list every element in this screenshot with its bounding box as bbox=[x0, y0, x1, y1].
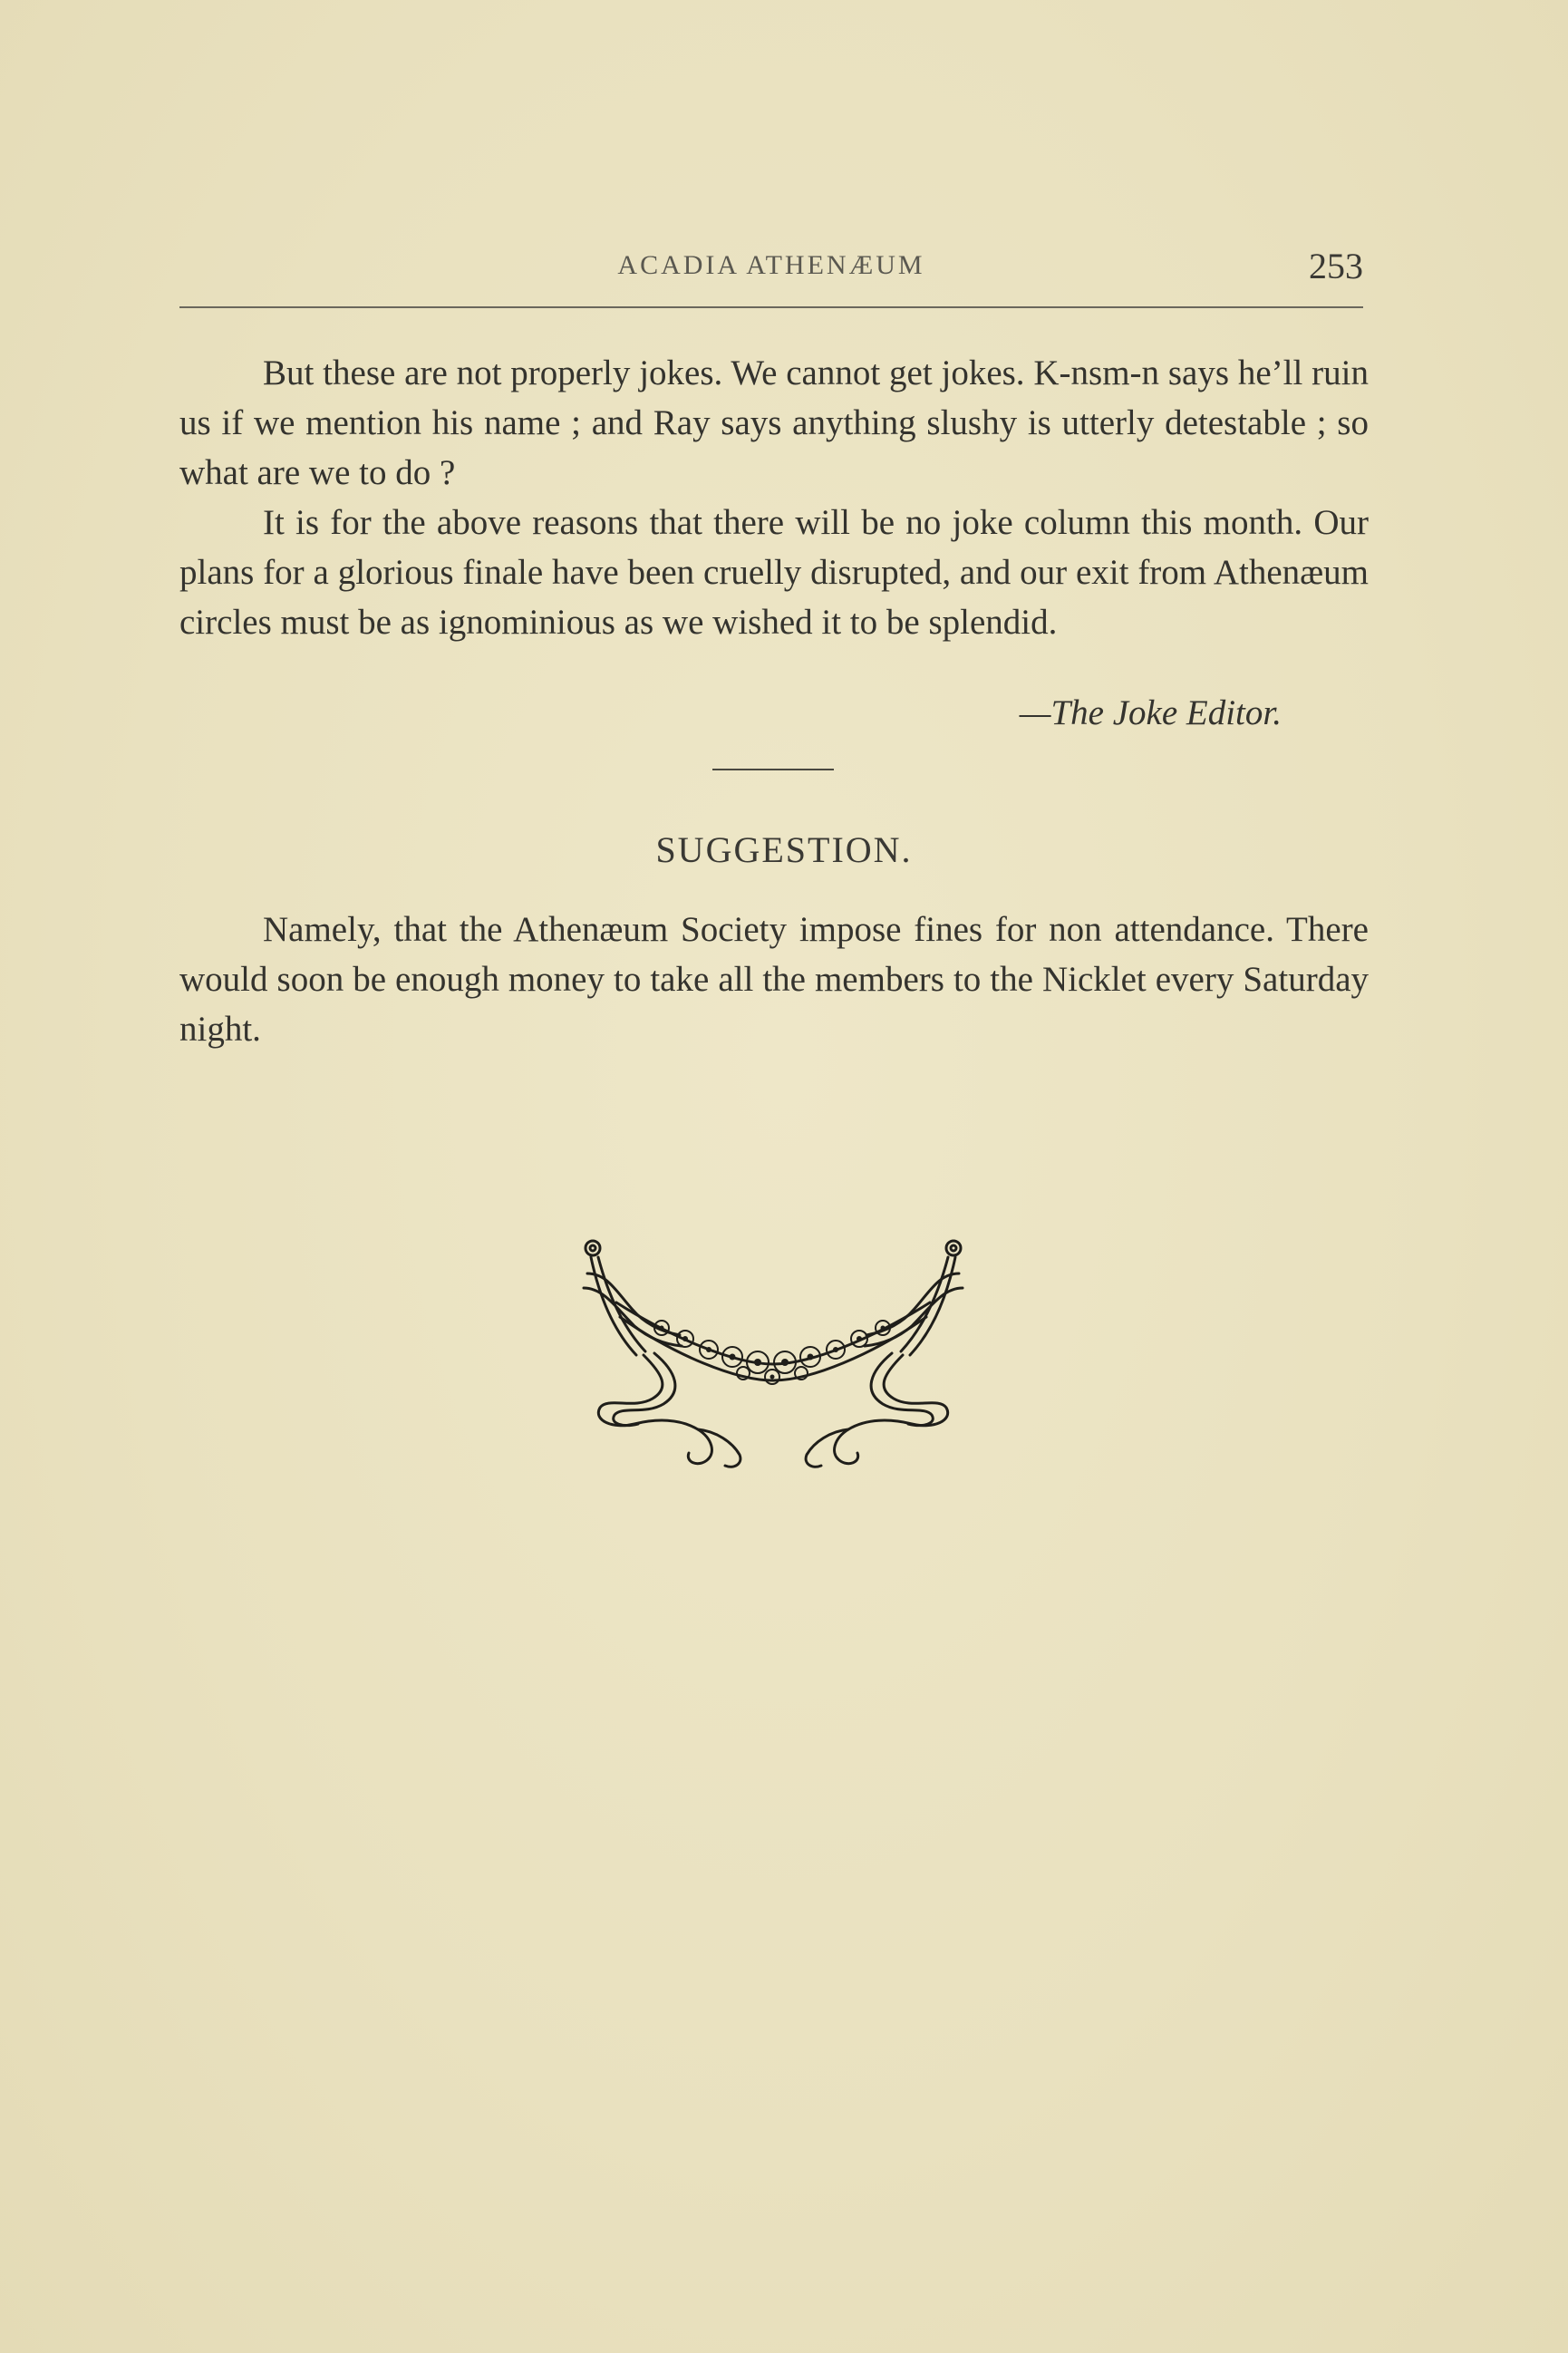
running-title: ACADIA ATHENÆUM bbox=[617, 250, 925, 280]
header-rule bbox=[179, 306, 1363, 308]
paragraph: But these are not properly jokes. We cannot get jokes. K-nsm-n says he’ll ruin us if we mention his name ; and Ray says anything slushy is utterly detestable ; so what are we to do ? bbox=[179, 353, 1369, 492]
section-divider bbox=[712, 769, 834, 770]
joke-editor-note bbox=[179, 348, 1369, 647]
floral-garland-ribbon-icon bbox=[580, 1237, 966, 1475]
running-head bbox=[179, 243, 1363, 297]
page-number: 253 bbox=[1309, 246, 1363, 286]
signature: —The Joke Editor. bbox=[1019, 693, 1282, 732]
suggestion-text bbox=[179, 905, 1369, 1054]
section-heading: SUGGESTION. bbox=[655, 829, 913, 870]
paragraph: It is for the above reasons that there will be no joke column this month. Our plans for a glorious finale have been cruelly disrupted, and our exit from Athenæum circles must be as ignominious as we wished it to be splendid. bbox=[179, 503, 1369, 642]
paragraph: Namely, that the Athenæum Society impose fines for non attendance. There would soon be enough money to take all the members to the Nicklet every Saturday night. bbox=[179, 910, 1369, 1049]
